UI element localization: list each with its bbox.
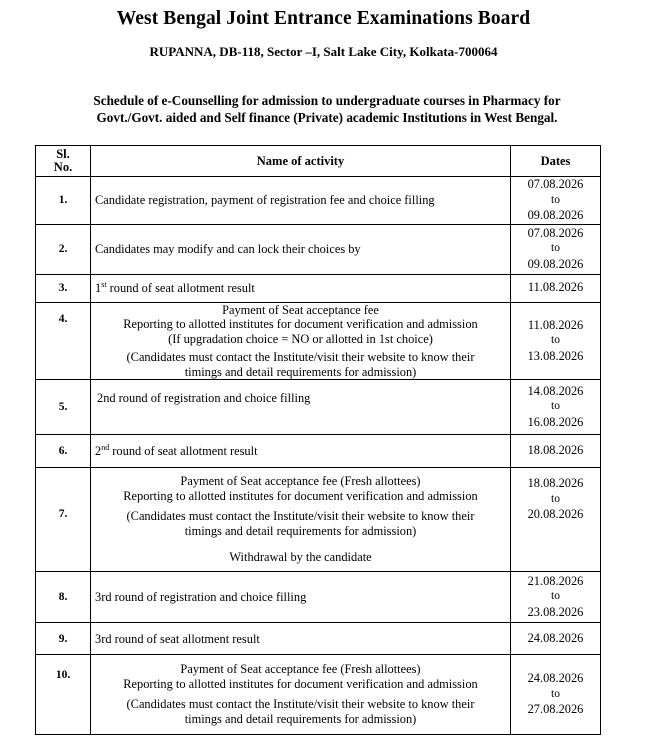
table-row [36, 572, 601, 623]
date-to: 13.08.2026 [527, 348, 584, 363]
row-activity [91, 274, 511, 302]
activity-line: timings and detail requirements for admission) [184, 524, 417, 539]
header-activity: Name of activity [91, 146, 511, 177]
activity-line: Reporting to allotted institutes for document verification and admission [123, 317, 478, 331]
header-sl-no [36, 146, 91, 177]
row-activity: 2nd round of registration and choice filling [91, 380, 511, 435]
table-row [36, 623, 601, 655]
date-to: 27.08.2026 [527, 702, 584, 717]
ordinal-number: 2 [95, 444, 102, 458]
table-row [36, 177, 601, 225]
schedule-heading-line-2: Govt./Govt. aided and Self finance (Private) academic Institutions in West Bengal. [96, 110, 558, 125]
table-row [36, 274, 601, 302]
date-to-word: to [551, 687, 560, 700]
row-sl: 2. [36, 224, 91, 274]
row-activity: 3rd round of registration and choice filling [91, 572, 511, 623]
date-to-word: to [551, 334, 560, 346]
row-activity: Candidate registration, payment of registration fee and choice filling [91, 177, 511, 225]
row-dates [511, 655, 601, 735]
ordinal-number: 1 [95, 281, 102, 295]
date-from: 07.08.2026 [527, 225, 584, 240]
activity-line: (Candidates must contact the Institute/visit their website to know their [126, 350, 475, 364]
table-row [36, 435, 601, 468]
board-address: RUPANNA, DB-118, Sector –I, Salt Lake City, Kolkata-700064 [149, 44, 498, 59]
table-row [36, 302, 601, 380]
row-dates [511, 224, 601, 274]
date-from: 07.08.2026 [527, 177, 584, 191]
row-sl: 1. [36, 177, 91, 225]
date-to-word: to [551, 492, 560, 505]
date-to: 09.08.2026 [527, 256, 584, 271]
header-sl-line-2: No. [53, 160, 73, 174]
schedule-heading [62, 92, 592, 126]
activity-line: (Candidates must contact the Institute/visit their website to know their [126, 508, 475, 523]
date-from: 14.08.2026 [527, 383, 584, 398]
row-activity [91, 302, 511, 380]
row-sl: 10. [36, 655, 91, 735]
date-to: 20.08.2026 [527, 507, 584, 521]
date-from: 24.08.2026 [527, 671, 584, 686]
activity-line: Payment of Seat acceptance fee (Fresh allottees) [180, 661, 421, 676]
date-to: 23.08.2026 [527, 604, 584, 619]
row-sl: 8. [36, 572, 91, 623]
row-dates [511, 468, 601, 572]
header-dates: Dates [511, 146, 601, 177]
row-dates [511, 302, 601, 380]
header-sl-line-1: Sl. [56, 147, 70, 161]
row-dates [511, 572, 601, 623]
date-to-word: to [551, 400, 560, 413]
row-dates [511, 177, 601, 225]
row-sl: 9. [36, 623, 91, 655]
table-header-row [36, 146, 601, 177]
row-sl: 5. [36, 380, 91, 435]
row-dates [511, 380, 601, 435]
date-from: 11.08.2026 [527, 317, 584, 332]
row-sl: 4. [36, 302, 91, 380]
document-title: West Bengal Joint Entrance Examinations Board [116, 8, 531, 29]
date-from: 21.08.2026 [527, 573, 584, 588]
row-sl: 3. [36, 274, 91, 302]
row-activity [91, 435, 511, 468]
row-sl: 6. [36, 435, 91, 468]
activity-line: Reporting to allotted institutes for document verification and admission [123, 677, 478, 691]
row-activity [91, 468, 511, 572]
activity-line: (If upgradation choice = NO or allotted in 1st choice) [168, 331, 433, 346]
row-dates: 18.08.2026 [511, 435, 601, 468]
table-row [36, 380, 601, 435]
date-to-word: to [551, 193, 560, 206]
table-row [36, 655, 601, 735]
schedule-table [35, 145, 601, 735]
table-row [36, 224, 601, 274]
activity-line: Withdrawal by the candidate [229, 549, 372, 564]
activity-line: Reporting to allotted institutes for document verification and admission [123, 489, 478, 504]
activity-line: Payment of Seat acceptance fee [222, 302, 379, 317]
row-sl: 7. [36, 468, 91, 572]
activity-text: round of seat allotment result [109, 444, 258, 458]
activity-line: Payment of Seat acceptance fee (Fresh allottees) [180, 473, 421, 488]
date-to-word: to [551, 590, 560, 603]
activity-line: timings and detail requirements for admission) [184, 364, 417, 379]
table-row [36, 468, 601, 572]
row-activity [91, 655, 511, 735]
row-dates: 24.08.2026 [511, 623, 601, 655]
ordinal-suffix: nd [101, 442, 110, 452]
row-activity: 3rd round of seat allotment result [91, 623, 511, 655]
date-to: 09.08.2026 [527, 208, 584, 222]
date-to: 16.08.2026 [527, 414, 584, 429]
activity-line: (Candidates must contact the Institute/visit their website to know their [126, 696, 475, 711]
date-to-word: to [551, 242, 560, 255]
activity-line: timings and detail requirements for admission) [184, 712, 417, 726]
ordinal-suffix: st [101, 279, 107, 289]
date-from: 18.08.2026 [527, 476, 584, 490]
schedule-heading-line-1: Schedule of e-Counselling for admission to undergraduate courses in Pharmacy for [93, 93, 561, 108]
row-activity: Candidates may modify and can lock their choices by [91, 224, 511, 274]
activity-text: round of seat allotment result [106, 281, 255, 295]
row-dates: 11.08.2026 [511, 274, 601, 302]
